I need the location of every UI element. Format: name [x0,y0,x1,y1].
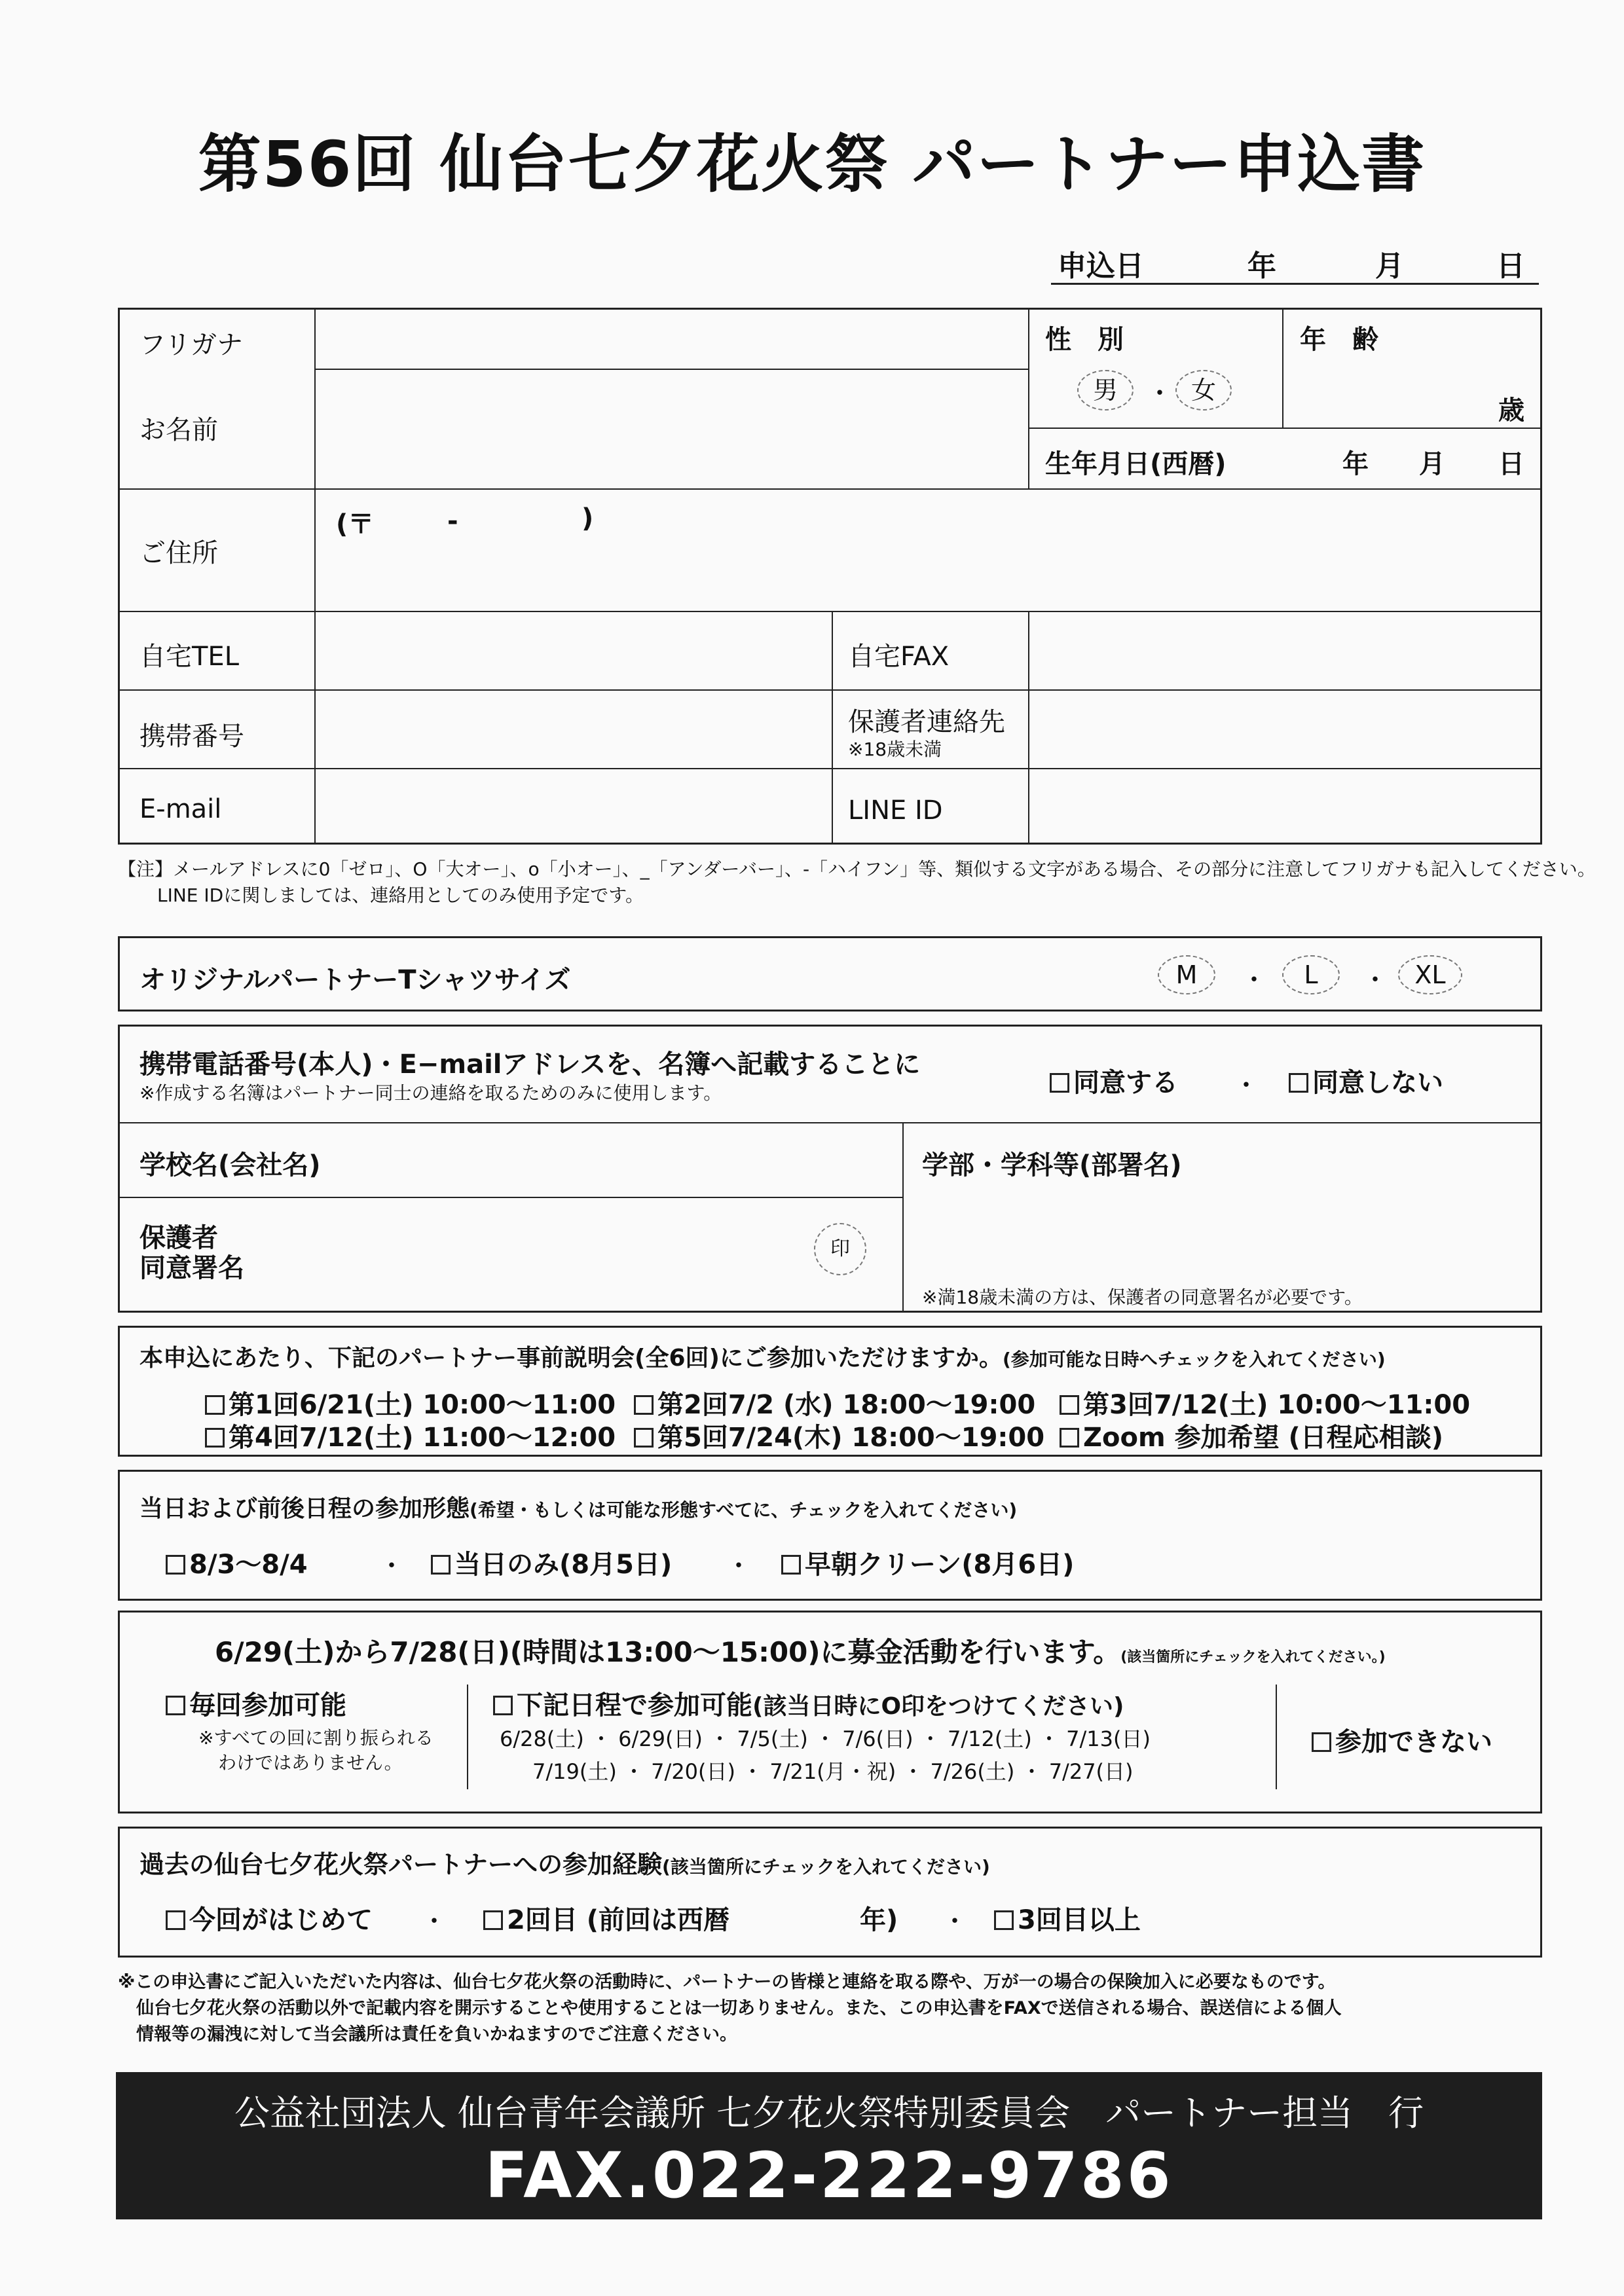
mobile-label: 携帯番号 [139,721,244,752]
department-field[interactable] [906,1177,1540,1262]
address-label: ご住所 [139,538,218,568]
guardian-contact-field[interactable] [1030,691,1541,767]
tshirt-size-m[interactable]: M [1158,955,1215,994]
participation-section [118,1470,1542,1601]
briefing-session-1[interactable]: 第1回6/21(土) 10:00〜11:00 [205,1384,616,1421]
briefing-session-3[interactable]: 第3回7/12(土) 10:00〜11:00 [1060,1384,1470,1421]
participation-separator-1: ・ [378,1551,405,1581]
fundraising-title: 6/29(土)から7/28(日)(時間は13:00〜15:00)に募金活動を行います。(該当箇所にチェックを入れてください。) [215,1636,1386,1668]
fundraising-selected-option[interactable]: 下記日程で参加可能(該当日時にO印をつけてください) [493,1685,1124,1722]
experience-separator-1: ・ [421,1906,447,1937]
fundraising-every-note-1: ※すべての回に割り振られる [198,1727,434,1749]
guardian-contact-note: ※18歳未満 [848,738,942,760]
tshirt-separator-1: ・ [1241,965,1267,995]
application-date-label: 申込日 [1058,249,1144,283]
experience-separator-2: ・ [942,1906,968,1937]
birthdate-year: 年 [1342,449,1369,479]
mobile-field[interactable] [316,691,830,767]
name-label: お名前 [139,415,218,445]
fundraising-every-note-2: わけではありません。 [218,1752,403,1774]
fundraising-dates-row2[interactable]: 7/19(土) ・ 7/20(日) ・ 7/21(月・祝) ・ 7/26(土) ・ 7/27(日) [532,1759,1134,1784]
experience-third-option[interactable]: 3回目以上 [994,1899,1141,1937]
consent-note: ※作成する名簿はパートナー同士の連絡を取るためのみに使用します。 [139,1082,722,1104]
application-date-month: 月 [1375,249,1404,283]
home-fax-label: 自宅FAX [848,642,950,672]
consent-agree-checkbox[interactable] [1050,1073,1069,1093]
privacy-line1: ※この申込書にご記入いただいた内容は、仙台七夕花火祭の活動時に、パートナーの皆様と連絡を取る際や、万が一の場合の保険加入に必要なものです。 [118,1972,1336,1992]
tshirt-size-label: オリジナルパートナーTシャツサイズ [139,965,571,995]
school-name-field[interactable] [434,1125,899,1194]
experience-first-option[interactable]: 今回がはじめて [166,1899,373,1937]
tshirt-size-xl[interactable]: XL [1398,955,1462,994]
briefing-title [139,1339,1386,1373]
consent-disagree-option[interactable] [1289,1062,1443,1099]
gender-female-option[interactable]: 女 [1175,370,1232,410]
age-unit: 歳 [1498,395,1524,426]
experience-second-end: 年) [860,1905,898,1935]
line-id-label: LINE ID [848,795,943,826]
briefing-session-2[interactable]: 第2回7/2 (水) 18:00〜19:00 [634,1384,1035,1421]
consent-agree-label: 同意する [1073,1068,1178,1098]
furigana-label: フリガナ [139,330,243,360]
footer-organization: 公益社団法人 仙台青年会議所 七夕花火祭特別委員会 パートナー担当 行 [234,2092,1424,2134]
personal-info-table [118,308,1542,845]
gender-separator: ・ [1147,378,1173,409]
tshirt-size-l[interactable]: L [1282,955,1340,994]
birthdate-label: 生年月日(西暦) [1045,449,1227,479]
experience-second-option[interactable]: 2回目 (前回は西暦 [483,1899,729,1937]
form-title: 第56回 仙台七夕花火祭 パートナー申込書 [198,128,1426,201]
briefing-session-4[interactable]: 第4回7/12(土) 11:00〜12:00 [205,1417,616,1454]
application-date [1051,237,1539,285]
guardian-signature-field[interactable] [316,1199,853,1311]
name-field[interactable] [316,370,1027,488]
fundraising-section [118,1611,1542,1813]
postal-dash: - [447,506,458,536]
postal-open: (〒 [336,509,375,539]
consent-separator: ・ [1233,1070,1259,1101]
guardian-contact-label: 保護者連絡先 [848,707,1005,737]
consent-disagree-checkbox[interactable] [1289,1073,1308,1093]
line-id-field[interactable] [1030,770,1541,843]
participation-option-2[interactable]: 当日のみ(8月5日) [431,1544,672,1581]
consent-label: 携帯電話番号(本人)・E−mailアドレスを、名簿へ記載することに [139,1049,921,1080]
guardian-sign-label-1: 保護者 [139,1223,218,1253]
participation-title: 当日および前後日程の参加形態(希望・もしくは可能な形態すべてに、チェックを入れてください) [139,1495,1018,1522]
experience-section [118,1827,1542,1958]
home-tel-label: 自宅TEL [139,642,239,672]
fundraising-cannot-option[interactable]: 参加できない [1312,1721,1492,1758]
experience-title: 過去の仙台七夕花火祭パートナーへの参加経験(該当箇所にチェックを入れてください) [139,1850,990,1879]
footer-fax-number: FAX.022-222-9786 [485,2139,1173,2212]
briefing-section [118,1326,1542,1457]
consent-disagree-label: 同意しない [1312,1068,1443,1098]
age-label: 年 齢 [1300,325,1378,355]
privacy-line3: 情報等の漏洩に対して当会議所は責任を負いかねますのでご注意ください。 [136,2024,737,2045]
briefing-session-zoom[interactable]: Zoom 参加希望 (日程応相談) [1060,1417,1443,1454]
guardian-sign-label-2: 同意署名 [139,1253,244,1283]
consent-agree-option[interactable] [1050,1062,1178,1099]
fundraising-every-option[interactable]: 毎回参加可能 [166,1685,346,1722]
privacy-line2: 仙台七夕花火祭の活動以外で記載内容を開示することや使用することは一切ありません。また、この申込書をFAXで送信される場合、誤送信による個人 [136,1998,1342,2018]
footer-banner [116,2072,1542,2219]
home-fax-field[interactable] [1030,613,1541,688]
furigana-field[interactable] [316,310,1027,367]
briefing-title-text: 本申込にあたり、下記のパートナー事前説明会(全6回)にご参加いただけますか。 [139,1345,1003,1372]
participation-option-1[interactable]: 8/3〜8/4 [166,1544,308,1581]
seal-mark: 印 [814,1223,866,1275]
birthdate-month: 月 [1419,449,1445,479]
email-note-line2: LINE IDに関しましては、連絡用としてのみ使用予定です。 [157,884,644,906]
participation-separator-2: ・ [726,1551,752,1581]
guardian-sign-note: ※満18歳未満の方は、保護者の同意署名が必要です。 [922,1286,1363,1308]
address-field[interactable] [316,490,1541,610]
tshirt-separator-2: ・ [1362,965,1388,995]
fundraising-dates-row1[interactable]: 6/28(土) ・ 6/29(日) ・ 7/5(土) ・ 7/6(日) ・ 7/12(土) ・ 7/13(日) [500,1726,1151,1751]
gender-male-option[interactable]: 男 [1077,370,1134,410]
email-field[interactable] [316,770,830,843]
school-name-label: 学校名(会社名) [139,1150,321,1180]
email-label: E-mail [139,794,222,824]
home-tel-field[interactable] [316,613,830,688]
consent-school-section [118,1025,1542,1313]
tshirt-size-section [118,936,1542,1011]
application-date-day: 日 [1496,249,1525,283]
postal-close: ) [581,503,594,534]
email-note-line1: 【注】メールアドレスに0「ゼロ」、O「大オー」、o「小オー」、_「アンダーバー」、-「ハイフン」等、類似する文字がある場合、その部分に注意してフリガナも記入してください。 [118,858,1596,880]
briefing-session-5[interactable]: 第5回7/24(木) 18:00〜19:00 [634,1417,1044,1454]
department-label: 学部・学科等(部署名) [922,1150,1182,1180]
participation-option-3[interactable]: 早朝クリーン(8月6日) [781,1544,1074,1581]
briefing-title-note: (参加可能な日時へチェックを入れてください) [1002,1349,1386,1370]
birthdate-day: 日 [1498,449,1524,479]
application-date-year: 年 [1247,249,1276,283]
gender-label: 性 別 [1045,325,1124,355]
